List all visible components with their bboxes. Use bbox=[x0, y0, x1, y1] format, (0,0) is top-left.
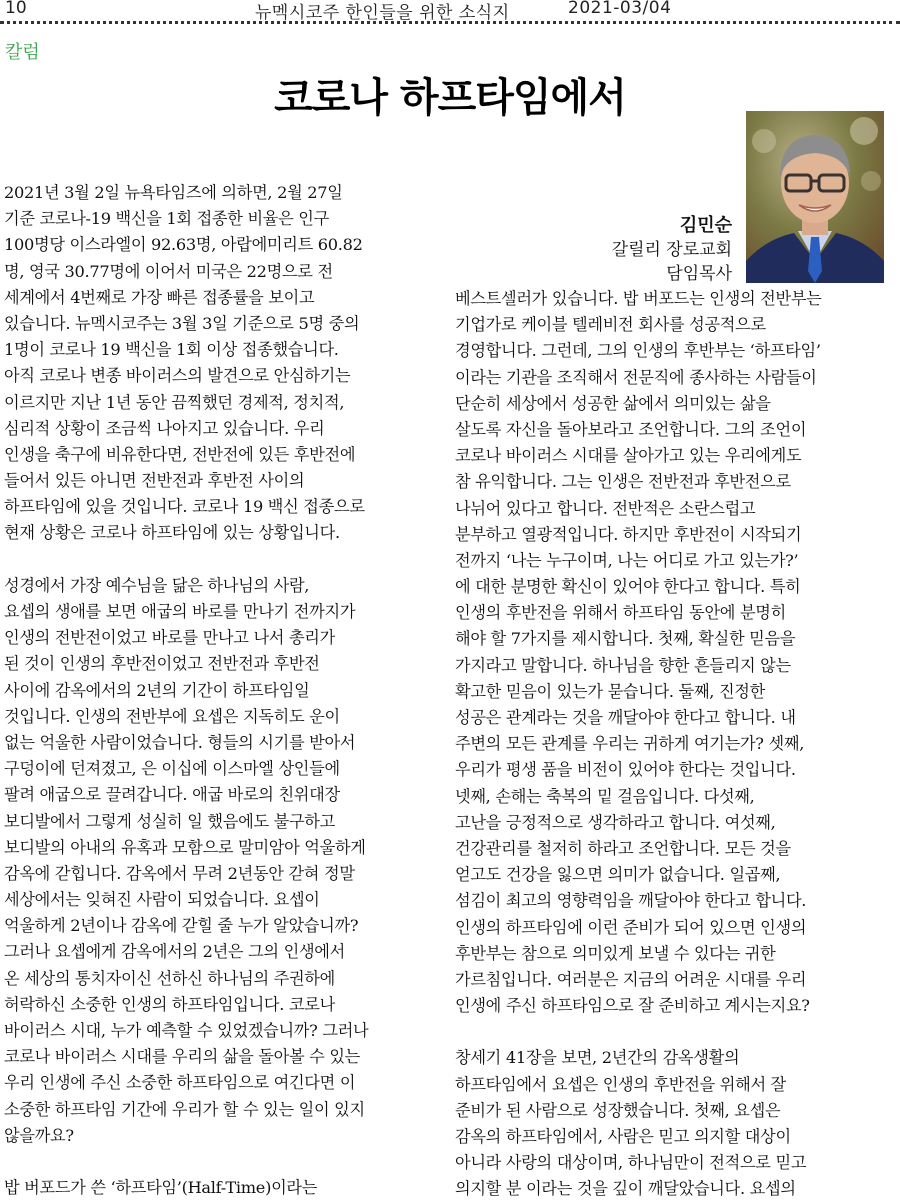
text-line: 이라는 기관을 조직해서 전문직에 종사하는 사람들이 bbox=[455, 367, 817, 387]
text-line: 사이에 감옥에서의 2년의 기간이 하프타임일 bbox=[4, 680, 310, 700]
author-name: 김민순 bbox=[679, 215, 732, 236]
author-title: 담임목사 bbox=[666, 264, 732, 284]
paragraph-4 bbox=[455, 1045, 895, 1202]
text-line: 이르지만 지난 1년 동안 끔찍했던 경제적, 정치적, bbox=[4, 392, 345, 412]
text-line: 참 유익합니다. 그는 인생은 전반전과 후반전으로 bbox=[455, 472, 791, 492]
text-line: 1명이 코로나 19 백신을 1회 이상 접종했습니다. bbox=[4, 340, 339, 360]
text-line: 있습니다. 뉴멕시코주는 3월 3일 기준으로 5명 중의 bbox=[4, 313, 360, 333]
publication-title: 뉴멕시코주 한인들을 위한 소식지 bbox=[255, 3, 510, 23]
article-headline: 코로나 하프타임에서 bbox=[274, 75, 626, 121]
portrait-illustration-icon bbox=[746, 111, 884, 283]
text-line: 의지할 분 이라는 것을 깊이 깨달았습니다. 요셉의 bbox=[455, 1179, 796, 1199]
text-line: 베스트셀러가 있습니다. 밥 버포드는 인생의 전반부는 bbox=[455, 289, 822, 308]
text-line: 것입니다. 인생의 전반부에 요셉은 지독히도 운이 bbox=[4, 706, 340, 726]
paragraph-gap bbox=[4, 547, 444, 573]
text-line: 아직 코로나 변종 바이러스의 발견으로 안심하기는 bbox=[4, 366, 351, 386]
text-line: 섬김이 최고의 영향력임을 깨달아야 한다고 합니다. bbox=[455, 891, 807, 911]
text-line: 세계에서 4번째로 가장 빠른 접종률을 보이고 bbox=[4, 287, 315, 307]
text-line: 넷째, 손해는 축복의 밑 걸음입니다. 다섯째, bbox=[455, 786, 755, 806]
paragraph-3-continued bbox=[455, 286, 895, 1019]
text-line: 확고한 믿음이 있는가 묻습니다. 둘째, 진정한 bbox=[455, 681, 765, 701]
paragraph-3 bbox=[4, 1175, 444, 1201]
text-line: 고난을 긍정적으로 생각하라고 합니다. 여섯째, bbox=[455, 812, 776, 832]
text-line: 하프타임에서 요셉은 인생의 후반전을 위해서 잘 bbox=[455, 1074, 786, 1094]
text-line: 분부하고 열광적입니다. 하지만 후반전이 시작되기 bbox=[455, 524, 802, 544]
text-line: 구덩이에 던져졌고, 은 이십에 이스마엘 상인들에 bbox=[4, 759, 340, 779]
text-line: 하프타임에 있을 것입니다. 코로나 19 백신 접종으로 bbox=[4, 497, 365, 517]
text-line: 명, 영국 30.77명에 이어서 미국은 22명으로 전 bbox=[4, 261, 333, 281]
text-line: 코로나 바이러스 시대를 살아가고 있는 우리에게도 bbox=[455, 446, 802, 466]
text-line: 허락하신 소중한 인생의 하프타임입니다. 코로나 bbox=[4, 994, 335, 1014]
text-line: 기업가로 케이블 텔레비전 회사를 성공적으로 bbox=[455, 315, 766, 335]
page-header bbox=[0, 0, 900, 22]
text-line: 심리적 상황이 조금씩 나아지고 있습니다. 우리 bbox=[4, 418, 325, 438]
text-line: 들어서 있든 아니면 전반전과 후반전 사이의 bbox=[4, 471, 305, 491]
text-line: 감옥에 갇힙니다. 감옥에서 무려 2년동안 갇혀 정말 bbox=[4, 863, 355, 883]
text-line: 없는 억울한 사람이었습니다. 형들의 시기를 받아서 bbox=[4, 732, 356, 752]
text-line: 않을까요? bbox=[4, 1125, 74, 1145]
text-line: 단순히 세상에서 성공한 삶에서 의미있는 삶을 bbox=[455, 393, 771, 413]
section-label: 칼럼 bbox=[5, 42, 40, 63]
text-line: 성공은 관계라는 것을 깨달아야 한다고 합니다. 내 bbox=[455, 708, 796, 727]
text-line: 100명당 이스라엘이 92.63명, 아랍에미리트 60.82 bbox=[4, 235, 363, 255]
text-line: 가지라고 말합니다. 하나님을 향한 흔들리지 않는 bbox=[455, 655, 791, 675]
text-line: 코로나 바이러스 시대를 우리의 삶을 돌아볼 수 있는 bbox=[4, 1047, 360, 1067]
text-line: 우리 인생에 주신 소중한 하프타임으로 여긴다면 이 bbox=[4, 1073, 356, 1093]
text-line: 인생의 하프타임에 이런 준비가 되어 있으면 인생의 bbox=[455, 917, 807, 937]
text-line: 경영합니다. 그런데, 그의 인생의 후반부는 ‘하프타임’ bbox=[455, 341, 821, 361]
author-portrait-photo bbox=[746, 111, 884, 283]
text-line: 밥 버포드가 쓴 ‘하프타임’(Half-Time)이라는 bbox=[4, 1178, 318, 1198]
text-line: 보디발에서 그렇게 성실히 일 했음에도 불구하고 bbox=[4, 811, 335, 831]
text-line: 억울하게 2년이나 감옥에 갇힐 줄 누가 알았습니까? bbox=[4, 916, 359, 936]
text-line: 얻고도 건강을 잃으면 의미가 없습니다. 일곱째, bbox=[455, 865, 781, 885]
paragraph-2 bbox=[4, 573, 444, 1149]
text-line: 후반부는 참으로 의미있게 보낼 수 있다는 귀한 bbox=[455, 943, 776, 963]
text-line: 2021년 3월 2일 뉴욕타임즈에 의하면, 2월 27일 bbox=[4, 183, 343, 202]
text-line: 바이러스 시대, 누가 예측할 수 있었겠습니까? 그러나 bbox=[4, 1021, 369, 1040]
text-line: 팔려 애굽으로 끌려갑니다. 애굽 바로의 친위대장 bbox=[4, 785, 340, 805]
text-line: 전까지 ‘나는 누구이며, 나는 어디로 가고 있는가?’ bbox=[455, 550, 799, 570]
text-line: 현재 상황은 코로나 하프타임에 있는 상황입니다. bbox=[4, 523, 340, 543]
text-line: 우리가 평생 품을 비전이 있어야 한다는 것입니다. bbox=[455, 760, 796, 780]
text-line: 요셉의 생애를 보면 애굽의 바로를 만나기 전까지가 bbox=[4, 602, 356, 621]
text-line: 가르침입니다. 여러분은 지금의 어려운 시대를 우리 bbox=[455, 969, 807, 989]
text-line: 기준 코로나-19 백신을 1회 접종한 비율은 인구 bbox=[4, 209, 329, 229]
text-line: 창세기 41장을 보면, 2년간의 감옥생활의 bbox=[455, 1048, 740, 1068]
issue-date: 2021-03/04 bbox=[568, 0, 672, 18]
text-line: 인생의 전반전이었고 바로를 만나고 나서 총리가 bbox=[4, 628, 335, 648]
article-column-right bbox=[455, 286, 895, 1203]
header-divider bbox=[0, 21, 900, 24]
paragraph-1 bbox=[4, 180, 444, 547]
text-line: 해야 할 7가지를 제시합니다. 첫째, 확실한 믿음을 bbox=[455, 629, 796, 649]
text-line: 소중한 하프타임 기간에 우리가 할 수 있는 일이 있지 bbox=[4, 1099, 365, 1119]
page-number: 10 bbox=[5, 0, 27, 18]
text-line: 에 대한 분명한 확신이 있어야 한다고 합니다. 특히 bbox=[455, 577, 801, 597]
paragraph-gap bbox=[455, 1019, 895, 1045]
text-line: 건강관리를 철저히 하라고 조언합니다. 모든 것을 bbox=[455, 838, 791, 858]
text-line: 인생의 후반전을 위해서 하프타임 동안에 분명히 bbox=[455, 603, 786, 623]
author-church: 갈릴리 장로교회 bbox=[611, 240, 732, 260]
text-line: 된 것이 인생의 후반전이었고 전반전과 후반전 bbox=[4, 654, 320, 674]
author-byline bbox=[612, 214, 732, 286]
text-line: 아니라 사랑의 대상이며, 하나님만이 전적으로 믿고 bbox=[455, 1153, 807, 1173]
text-line: 그러나 요셉에게 감옥에서의 2년은 그의 인생에서 bbox=[4, 942, 345, 962]
paragraph-gap bbox=[4, 1149, 444, 1175]
text-line: 세상에서는 잊혀진 사람이 되었습니다. 요셉이 bbox=[4, 890, 320, 910]
text-line: 준비가 된 사람으로 성장했습니다. 첫째, 요셉은 bbox=[455, 1100, 781, 1120]
text-line: 보디발의 아내의 유혹과 모함으로 말미암아 억울하게 bbox=[4, 837, 366, 857]
text-line: 주변의 모든 관계를 우리는 귀하게 여기는가? 셋째, bbox=[455, 734, 805, 754]
text-line: 온 세상의 통치자이신 선하신 하나님의 주권하에 bbox=[4, 968, 335, 988]
text-line: 살도록 자신을 돌아보라고 조언합니다. 그의 조언이 bbox=[455, 419, 807, 439]
text-line: 인생에 주신 하프타임으로 잘 준비하고 계시는지요? bbox=[455, 996, 810, 1016]
text-line: 인생을 축구에 비유한다면, 전반전에 있든 후반전에 bbox=[4, 444, 356, 464]
text-line: 나뉘어 있다고 합니다. 전반적은 소란스럽고 bbox=[455, 498, 756, 518]
text-line: 감옥의 하프타임에서, 사람은 믿고 의지할 대상이 bbox=[455, 1127, 791, 1146]
article-column-left bbox=[4, 180, 444, 1201]
text-line: 성경에서 가장 예수님을 닮은 하나님의 사람, bbox=[4, 575, 310, 595]
